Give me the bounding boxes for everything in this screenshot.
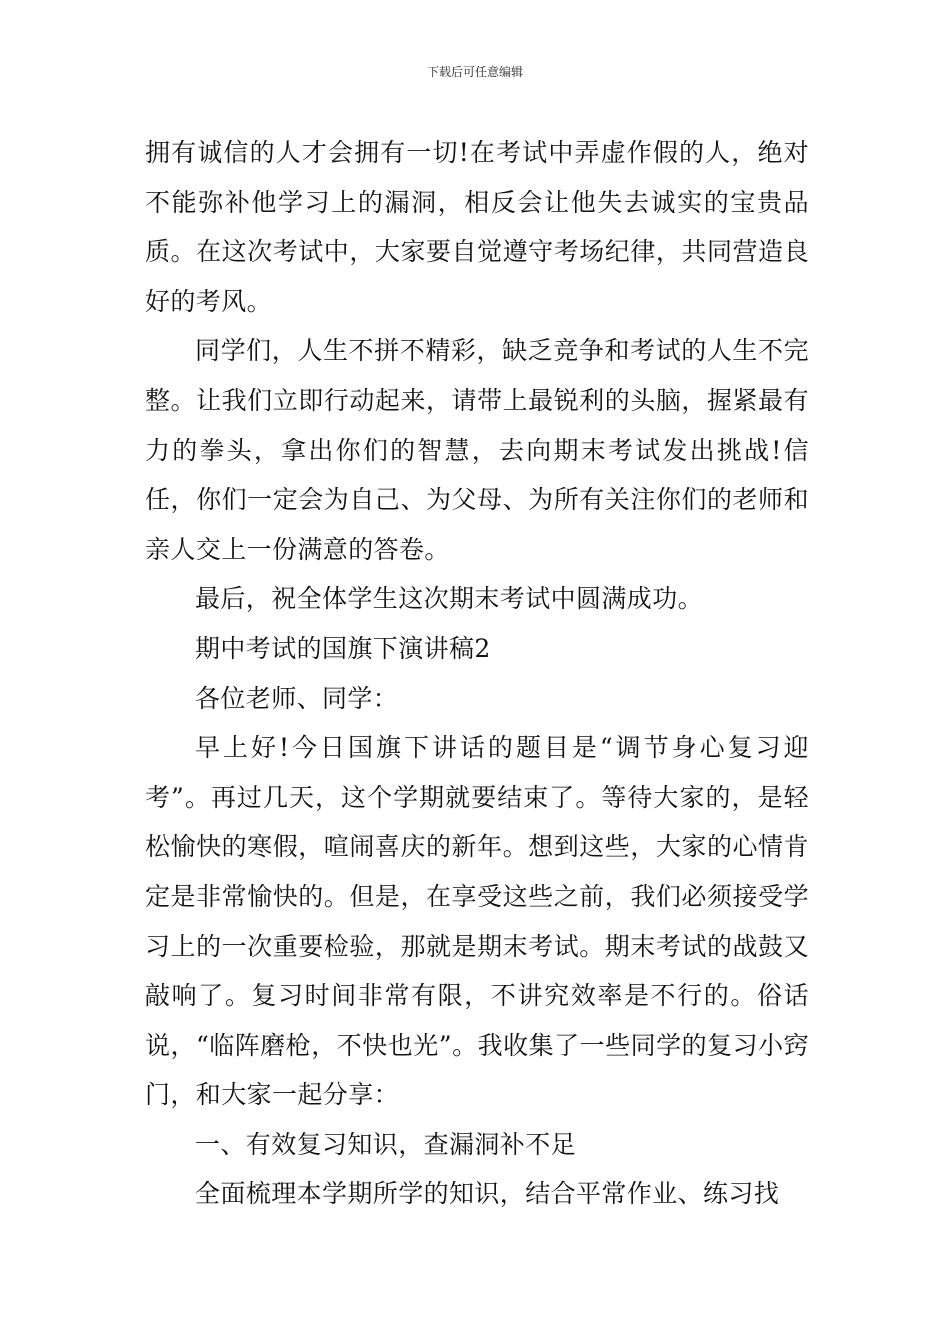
document-body — [145, 128, 809, 1219]
paragraph-greeting: 早上好!今日国旗下讲话的题目是“调节身心复习迎考”。再过几天，这个学期就要结束了。等待大家的，是轻松愉快的寒假，喧闹喜庆的新年。想到这些，大家的心情肯定是非常愉快的。但是，在享受这些之前，我们必须接受学习上的一次重要检验，那就是期末考试。期末考试的战鼓又敲响了。复习时间非常有限，不讲究效率是不行的。俗话说，“临阵磨枪，不快也光”。我收集了一些同学的复习小窍门，和大家一起分享： — [145, 733, 809, 1110]
paragraph-classmates: 同学们，人生不拼不精彩，缺乏竞争和考试的人生不完整。让我们立即行动起来，请带上最锐利的头脑，握紧最有力的拳头，拿出你们的智慧，去向期末考试发出挑战!信任，你们一定会为自己、为父母、为所有关注你们的老师和亲人交上一份满意的答卷。 — [145, 336, 809, 564]
section-heading-1: 一、有效复习知识，查漏洞补不足 — [195, 1129, 577, 1159]
paragraph-integrity: 拥有诚信的人才会拥有一切!在考试中弄虚作假的人，绝对不能弥补他学习上的漏洞，相反会让他失去诚实的宝贵品质。在这次考试中，大家要自觉遵守考场纪律，共同营造良好的考风。 — [145, 138, 809, 316]
paragraph-closing-wish: 最后，祝全体学生这次期末考试中圆满成功。 — [195, 584, 704, 614]
salutation: 各位老师、同学： — [195, 683, 399, 713]
speech-title-2: 期中考试的国旗下演讲稿2 — [195, 633, 491, 663]
paragraph-review: 全面梳理本学期所学的知识，结合平常作业、练习找 — [195, 1179, 780, 1209]
page-header-note: 下载后可任意编辑 — [426, 65, 523, 79]
